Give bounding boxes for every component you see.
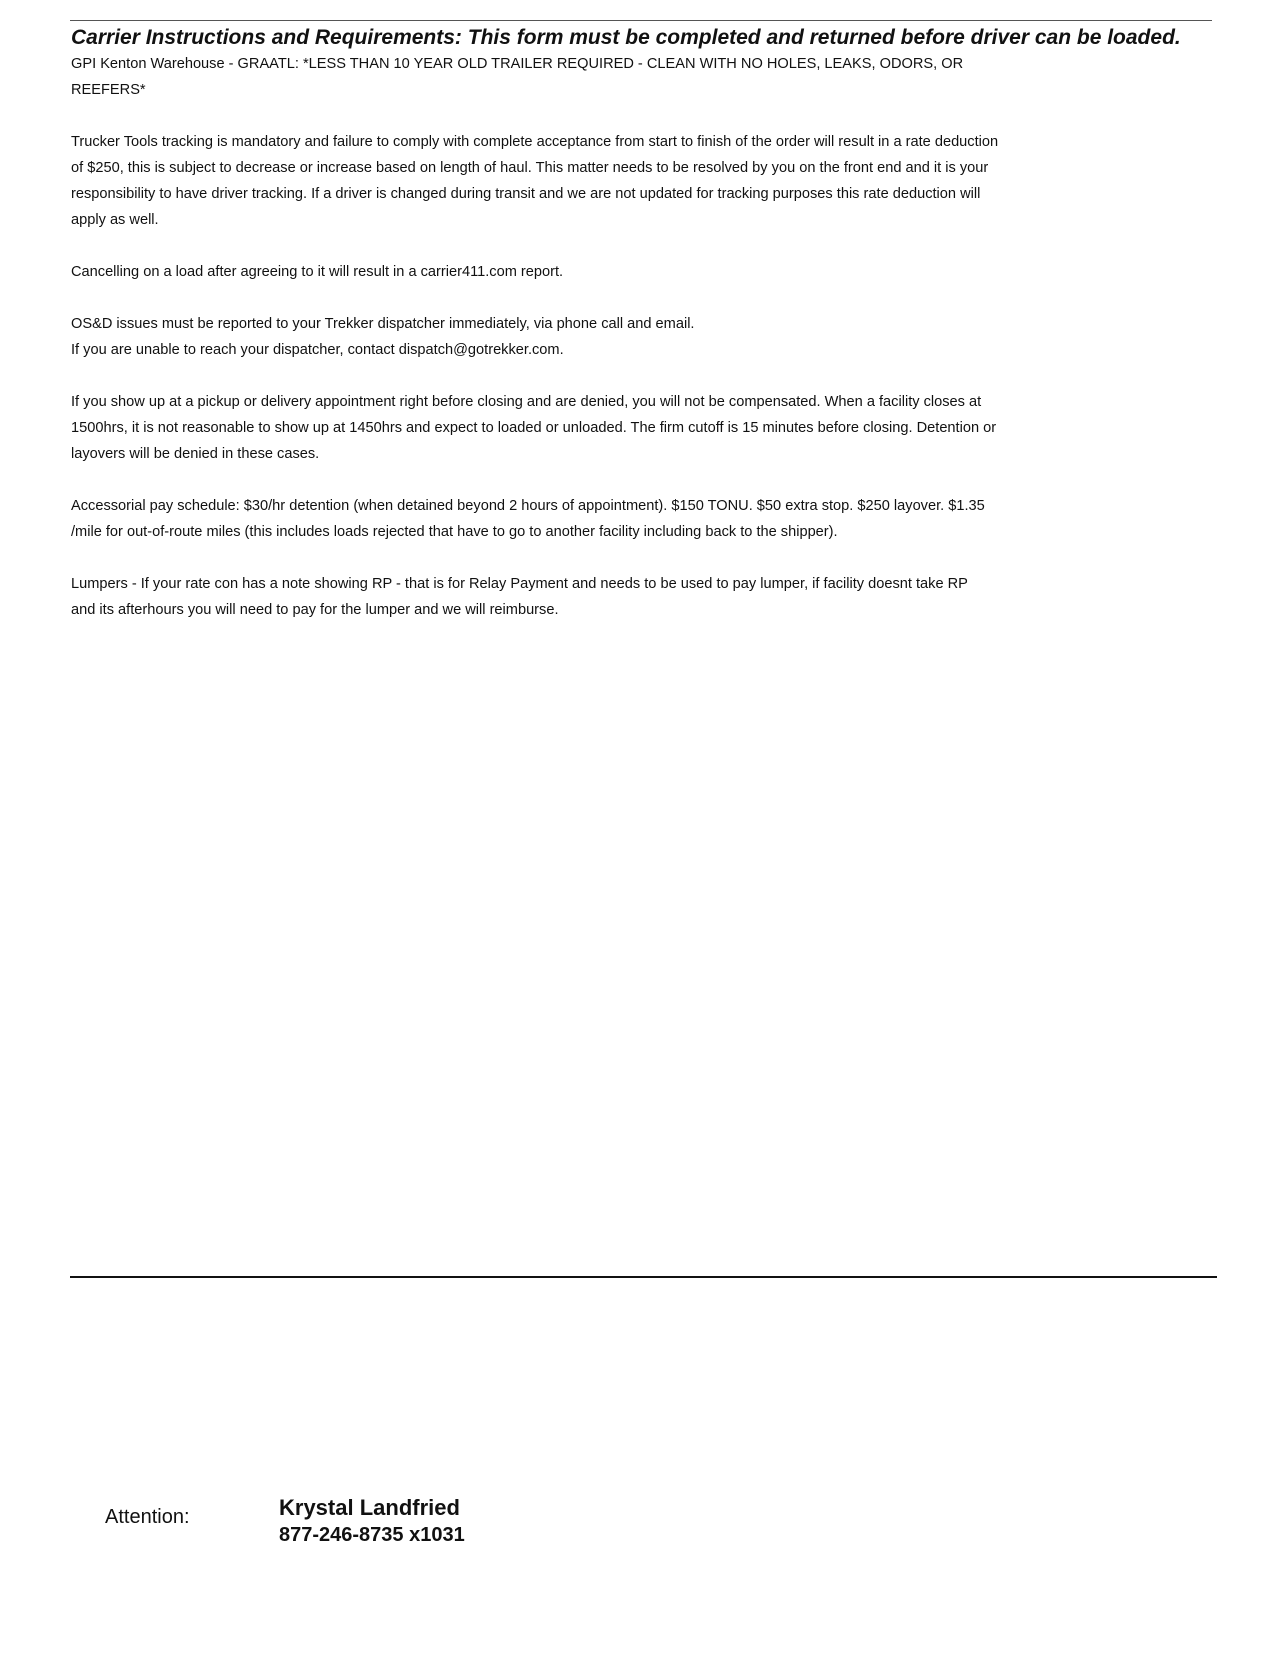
lumpers-policy-paragraph <box>71 571 1071 623</box>
bottom-divider <box>70 1276 1217 1278</box>
osd-reporting-paragraph <box>71 311 1071 363</box>
appointment-policy-paragraph <box>71 389 1071 467</box>
instructions-title: Carrier Instructions and Requirements: This form must be completed and returned before driver can be loaded. <box>71 26 1181 49</box>
text-line: 1500hrs, it is not reasonable to show up at 1450hrs and expect to loaded or unloaded. The firm cutoff is 15 minutes before closing. Detention or <box>71 420 997 436</box>
tracking-policy-paragraph <box>71 129 1071 233</box>
text-line: Cancelling on a load after agreeing to it will result in a carrier411.com report. <box>71 264 564 280</box>
accessorial-pay-paragraph <box>71 493 1071 545</box>
text-line: /mile for out-of-route miles (this includes loads rejected that have to go to another facility including back to the shipper). <box>71 524 838 540</box>
trailer-requirement-paragraph <box>71 51 1071 103</box>
text-line: responsibility to have driver tracking. If a driver is changed during transit and we are not updated for tracking purposes this rate deduction will <box>71 186 981 202</box>
instructions-body <box>71 51 1071 649</box>
text-line: apply as well. <box>71 212 159 228</box>
text-line: If you show up at a pickup or delivery appointment right before closing and are denied, you will not be compensated. When a facility closes at <box>71 394 982 410</box>
text-line: If you are unable to reach your dispatcher, contact dispatch@gotrekker.com. <box>71 342 564 358</box>
contact-phone: 877-246-8735 x1031 <box>279 1524 465 1546</box>
text-line: REEFERS* <box>71 82 146 98</box>
text-line: Accessorial pay schedule: $30/hr detention (when detained beyond 2 hours of appointment). $150 TONU. $50 extra stop. $250 layover. $1.35 <box>71 498 985 514</box>
text-line: GPI Kenton Warehouse - GRAATL: *LESS THAN 10 YEAR OLD TRAILER REQUIRED - CLEAN WITH NO HOLES, LEAKS, ODORS, OR <box>71 56 964 72</box>
text-line: Lumpers - If your rate con has a note showing RP - that is for Relay Payment and needs to be used to pay lumper, if facility doesnt take RP <box>71 576 968 592</box>
cancellation-policy-paragraph <box>71 259 1071 285</box>
top-divider <box>70 20 1212 21</box>
text-line: of $250, this is subject to decrease or increase based on length of haul. This matter needs to be resolved by you on the front end and it is your <box>71 160 989 176</box>
contact-name: Krystal Landfried <box>279 1495 460 1520</box>
attention-label: Attention: <box>105 1506 190 1528</box>
text-line: Trucker Tools tracking is mandatory and failure to comply with complete acceptance from start to finish of the order will result in a rate deduction <box>71 134 999 150</box>
text-line: OS&D issues must be reported to your Trekker dispatcher immediately, via phone call and email. <box>71 316 695 332</box>
text-line: and its afterhours you will need to pay for the lumper and we will reimburse. <box>71 602 559 618</box>
text-line: layovers will be denied in these cases. <box>71 446 320 462</box>
